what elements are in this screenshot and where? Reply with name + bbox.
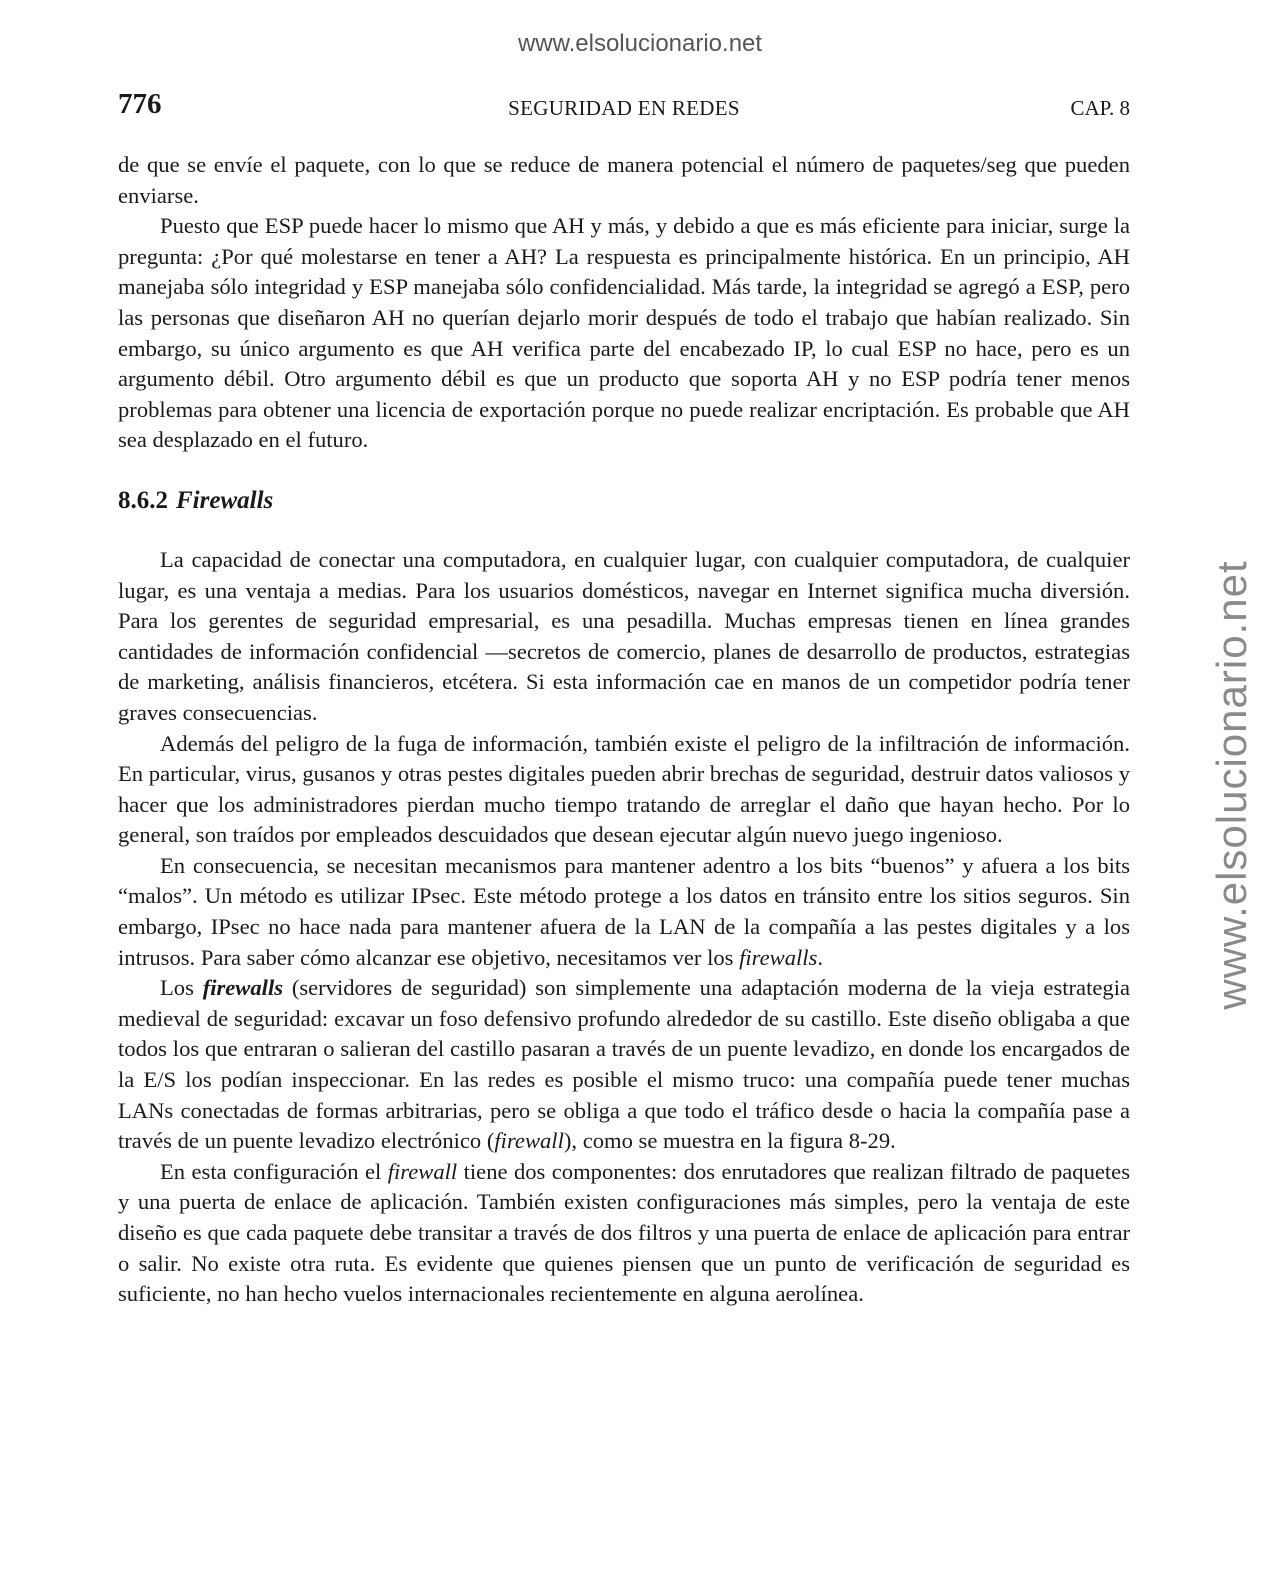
text-run: tiene dos componentes: dos enrutadores que realizan filtrado de paquetes y una puerta de enlace de aplicación. También existen configuraciones más simples, pero la ventaja de este diseño es que cada paquete debe transitar a través de dos filtros y una puerta de enlace de aplicación para entrar o salir. No existe otra ruta. Es evidente que quienes piensen que un punto de verificación de seguridad es suficiente, no han hecho vuelos internacionales recientemente en alguna aerolínea. — [118, 1158, 1131, 1307]
section-number: 8.6.2 — [118, 486, 168, 514]
text-run: En consecuencia, se necesitan mecanismos para mantener adentro a los bits “buenos” y afuera a los bits “malos”. Un método es utilizar IPsec. Este método protege a los datos en tránsito entre los sitios seguros. Sin embargo, IPsec no hace nada para mantener afuera de la LAN de la compañía a las pestes digitales y a los intrusos. Para saber cómo alcanzar ese objetivo, necesitamos ver los — [118, 852, 1130, 970]
page-header — [118, 88, 1130, 124]
watermark-top: www.elsolucionario.net — [517, 30, 763, 57]
paragraph-ah-history: Puesto que ESP puede hacer lo mismo que AH y más, y debido a que es más eficiente para iniciar, surge la pregunta: ¿Por qué molestarse en tener a AH? La respuesta es principalmente histórica. En un principio, AH manejaba sólo integridad y ESP manejaba sólo confidencialidad. Más tarde, la integridad se agregó a ESP, pero las personas que diseñaron AH no querían dejarlo morir después de todo el trabajo que habían realizado. Sin embargo, su único argumento es que AH verifica parte del encabezado IP, lo cual ESP no hace, pero es un argumento débil. Otro argumento débil es que un producto que soporta AH y no ESP podría tener menos problemas para obtener una licencia de exportación porque no puede realizar encriptación. Es probable que AH sea desplazado en el futuro. — [118, 213, 1130, 453]
paragraph-firewalls-definition — [118, 973, 1130, 1157]
page-number: 776 — [118, 88, 162, 120]
chapter-label: CAP. 8 — [1070, 96, 1130, 120]
text-run-italic: firewall — [387, 1158, 458, 1184]
section-title: Firewalls — [176, 486, 274, 514]
text-run: Los — [160, 975, 203, 1001]
paragraph-connectivity: La capacidad de conectar una computadora, en cualquier lugar, con cualquier computadora, de cualquier lugar, es una ventaja a medias. Para los usuarios domésticos, navegar en Internet significa mucha diversión. Para los gerentes de seguridad empresarial, es una pesadilla. Muchas empresas tienen en línea grandes cantidades de información confidencial —secretos de comercio, planes de desarrollo de productos, estrategias de marketing, análisis financieros, etcétera. Si esta información cae en manos de un competidor podría tener graves consecuencias. — [118, 546, 1130, 725]
paragraph-continued: de que se envíe el paquete, con lo que se reduce de manera potencial el número de paquetes/seg que pueden enviarse. — [118, 152, 1130, 208]
paragraph-infiltration: Además del peligro de la fuga de información, también existe el peligro de la infiltración de información. En particular, virus, gusanos y otras pestes digitales pueden abrir brechas de seguridad, destruir datos valiosos y hacer que los administradores pierdan mucho tiempo tratando de arreglar el daño que hayan hecho. Por lo general, son traídos por empleados descuidados que desean ejecutar algún nuevo juego ingenioso. — [118, 730, 1130, 848]
text-run: ), como se muestra en la figura 8-29. — [563, 1128, 896, 1154]
text-run-italic: firewalls — [739, 944, 818, 970]
term-firewalls: firewalls — [202, 975, 284, 1001]
text-run-italic: firewall — [494, 1128, 564, 1154]
text-run: (servidores de seguridad) son simplemente una adaptación moderna de la vieja estrategia medieval de seguridad: excavar un foso defensivo profundo alrededor de su castillo. Este diseño obligaba a que todos los que entraran o salieran del castillo pasaran a través de un puente levadizo, en donde los encargados de la E/S los podían inspeccionar. En las redes es posible el mismo truco: una compañía puede tener muchas LANs conectadas de formas arbitrarias, pero se obliga a que todo el tráfico desde o hacia la compañía pase a través de un puente levadizo electrónico ( — [118, 975, 1130, 1154]
paragraph-configuration — [118, 1157, 1130, 1310]
page-body — [118, 150, 1130, 1310]
paragraph-ipsec — [118, 851, 1130, 973]
section-heading — [118, 484, 1130, 518]
watermark-side: www.elsolucionario.net — [1208, 560, 1255, 1010]
text-run: En esta configuración el — [160, 1158, 388, 1184]
text-run: . — [817, 944, 824, 970]
running-title: SEGURIDAD EN REDES — [508, 96, 740, 120]
